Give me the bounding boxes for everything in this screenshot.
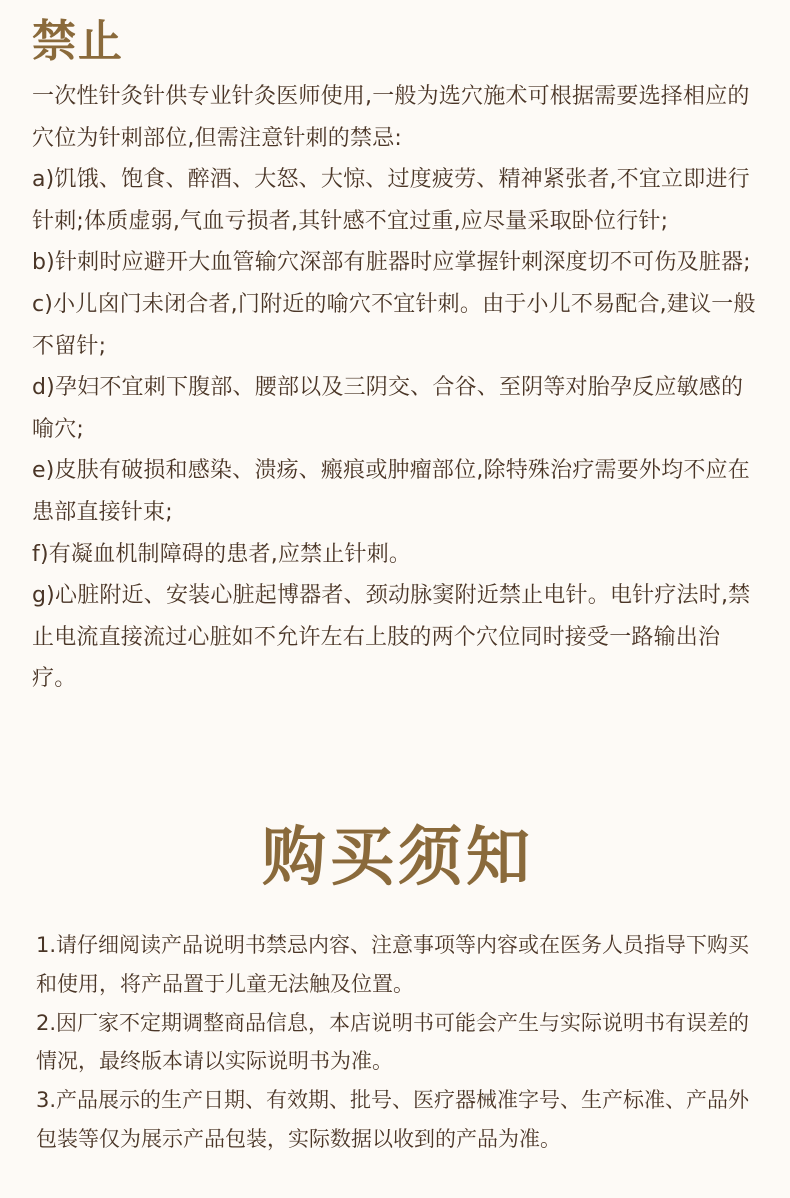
- purchase-notice-body: [36, 926, 760, 1159]
- forbidden-title: 禁止: [32, 16, 124, 67]
- purchase-notice-title: 购买须知: [262, 820, 534, 895]
- forbidden-intro: 一次性针灸针供专业针灸医师使用,一般为选穴施术可根据需要选择相应的穴位为针刺部位,但需注意针刺的禁忌:: [32, 84, 750, 151]
- notice-item-3: 3.产品展示的生产日期、有效期、批号、医疗器械准字号、生产标准、产品外包装等仅为展示产品包装，实际数据以收到的产品为准。: [36, 1088, 750, 1151]
- forbidden-item-c: c)小儿囟门未闭合者,门附近的喻穴不宜针刺。由于小儿不易配合,建议一般不留针;: [32, 291, 756, 359]
- forbidden-item-f: f)有凝血机制障碍的患者,应禁止针刺。: [32, 541, 412, 567]
- forbidden-item-b: b)针刺时应避开大血管输穴深部有脏器时应掌握针刺深度切不可伤及脏器;: [32, 250, 751, 276]
- forbidden-item-e: e)皮肤有破损和感染、溃疡、瘢痕或肿瘤部位,除特殊治疗需要外均不应在患部直接针束;: [32, 458, 750, 525]
- forbidden-item-g: g)心脏附近、安装心脏起博器者、颈动脉窦附近禁止电针。电针疗法时,禁止电流直接流过心脏如不允许左右上肢的两个穴位同时接受一路输出治疗。: [32, 583, 751, 692]
- notice-item-1: 1.请仔细阅读产品说明书禁忌内容、注意事项等内容或在医务人员指导下购买和使用，将产品置于儿童无法触及位置。: [36, 933, 750, 996]
- purchase-notice-section: [36, 810, 760, 1159]
- notice-item-2: 2.因厂家不定期调整商品信息，本店说明书可能会产生与实际说明书有误差的情况，最终版本请以实际说明书为准。: [36, 1010, 750, 1074]
- forbidden-item-d: d)孕妇不宜刺下腹部、腰部以及三阴交、合谷、至阴等对胎孕反应敏感的喻穴;: [32, 375, 744, 442]
- forbidden-section: [32, 10, 762, 700]
- forbidden-body: [32, 76, 762, 700]
- forbidden-item-a: a)饥饿、饱食、醉酒、大怒、大惊、过度疲劳、精神紧张者,不宜立即进行针刺;体质虚弱,气血亏损者,其针感不宜过重,应尽量采取卧位行针;: [32, 167, 750, 234]
